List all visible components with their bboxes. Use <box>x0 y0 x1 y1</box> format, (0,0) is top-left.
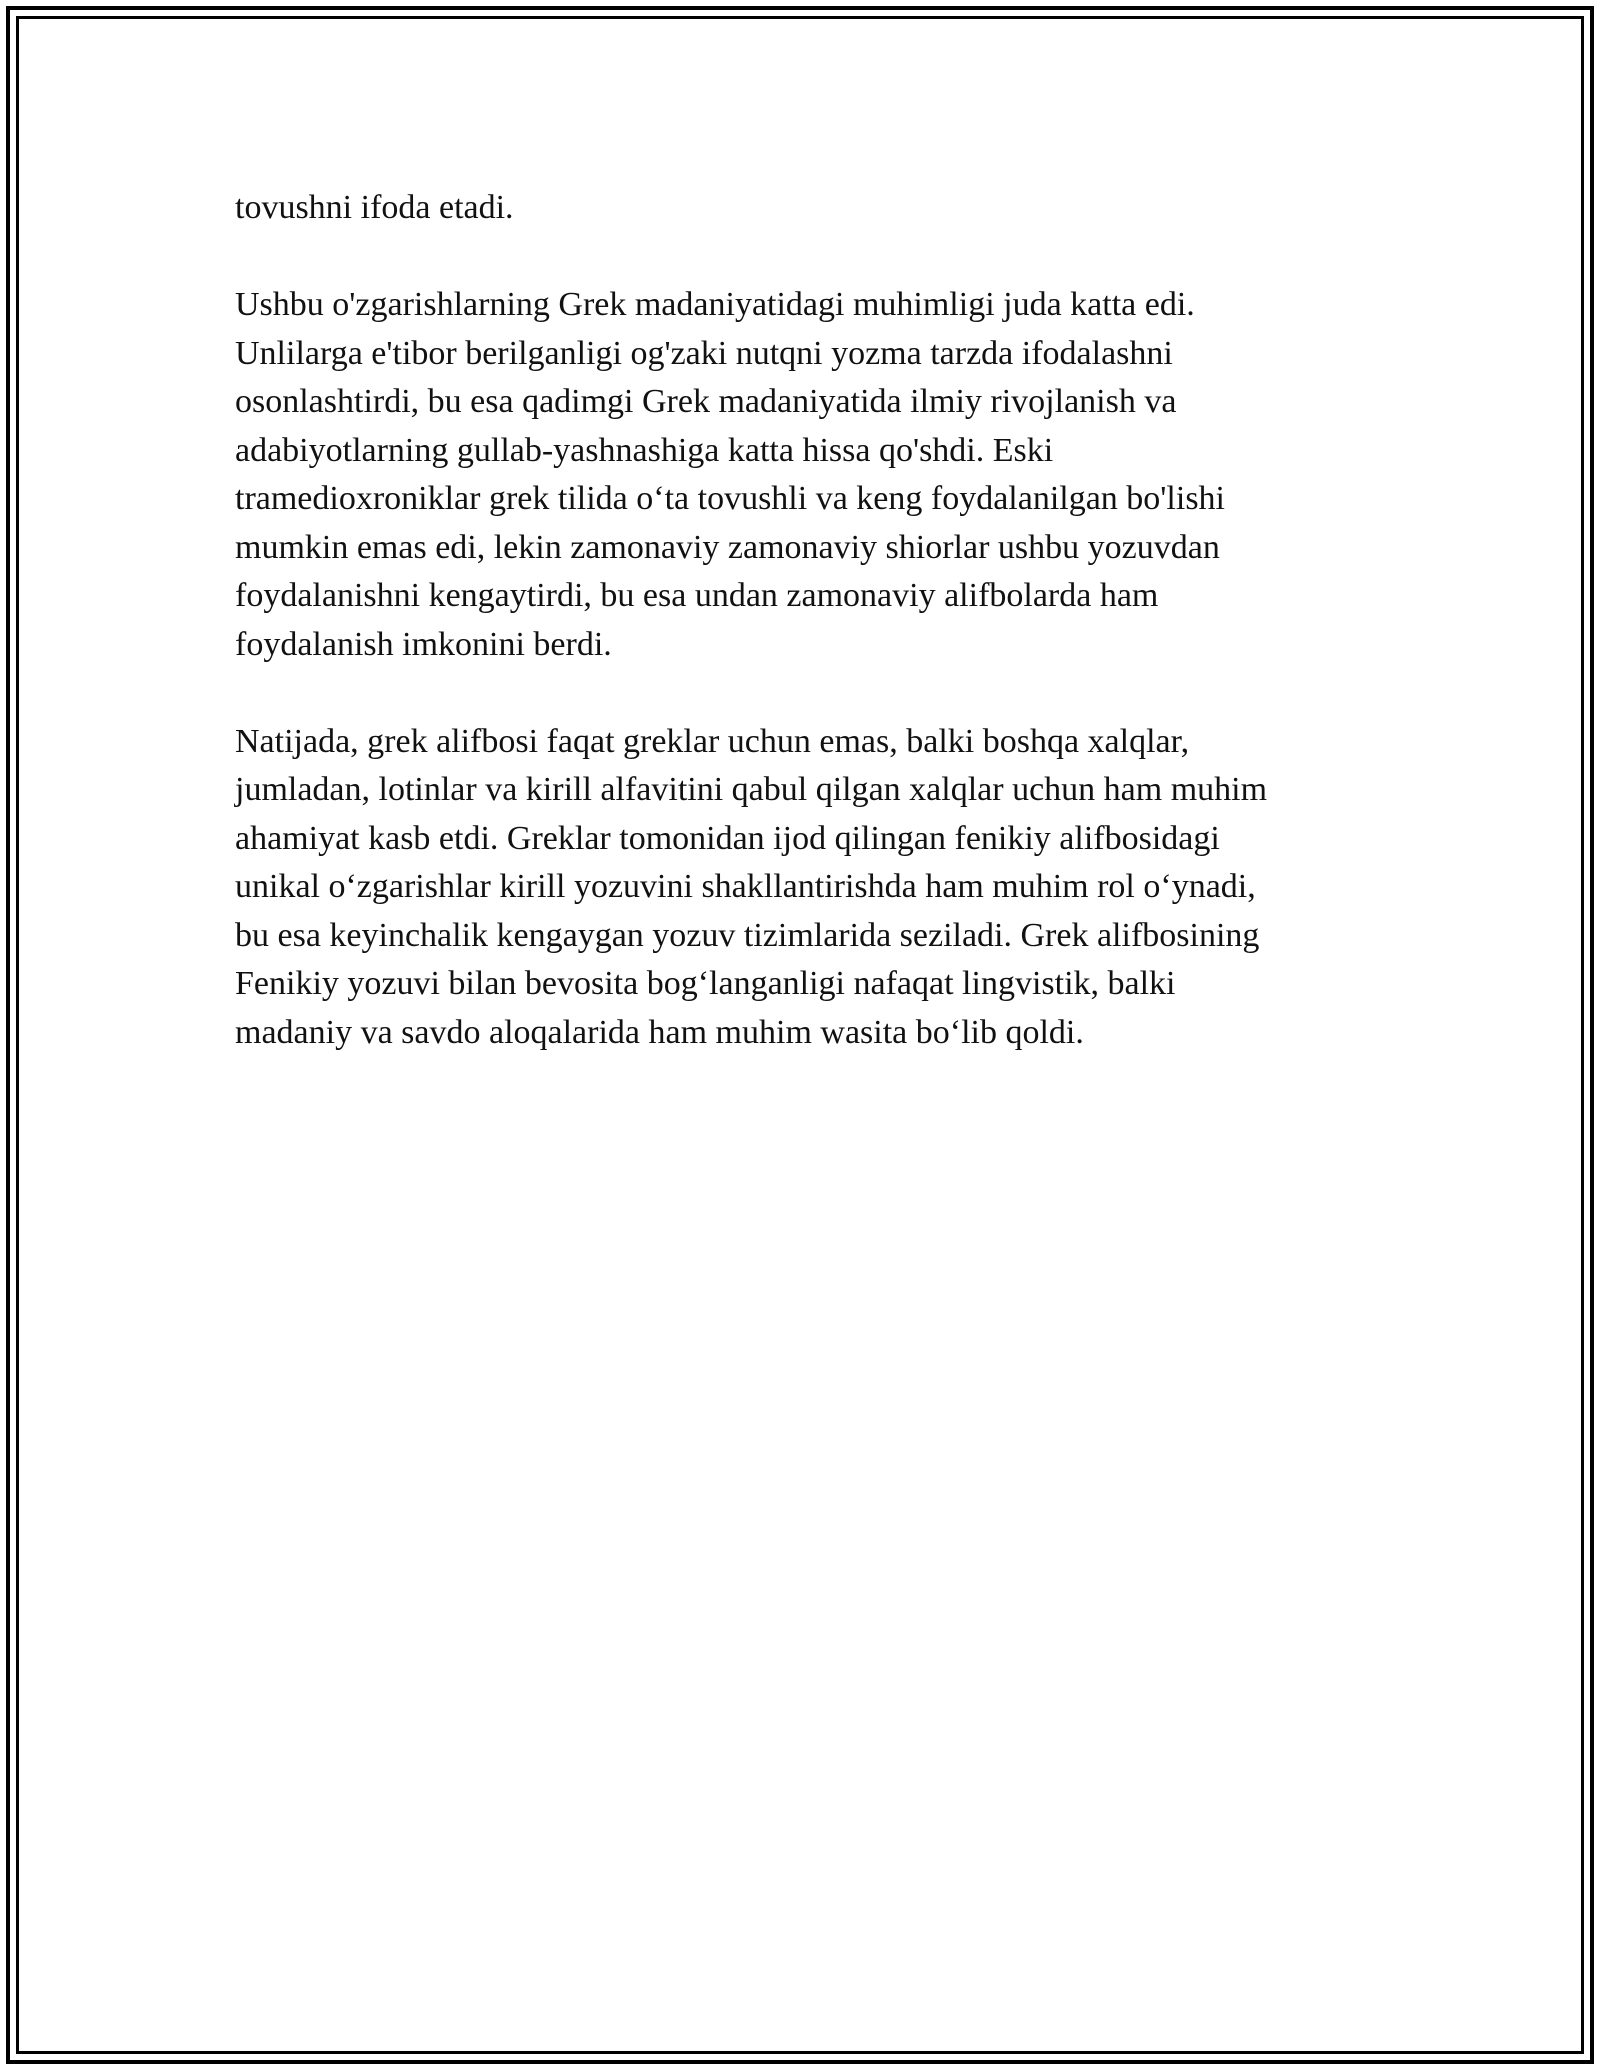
text-line: Unlilarga e'tibor berilganligi og'zaki nutqni yozma tarzda ifodalashni <box>235 334 1173 372</box>
text-line: osonlashtirdi, bu esa qadimgi Grek madaniyatida ilmiy rivojlanish va <box>235 383 1177 420</box>
text-line: unikal o‘zgarishlar kirill yozuvini shakllantirishda ham muhim rol o‘ynadi, <box>235 868 1256 905</box>
paragraph-2 <box>235 281 1385 669</box>
text-line: Ushbu o'zgarishlarning Grek madaniyatidagi muhimligi juda katta edi. <box>235 286 1195 323</box>
text-line: ahamiyat kasb etdi. Greklar tomonidan ijod qilingan fenikiy alifbosidagi <box>235 819 1220 857</box>
text-line: foydalanish imkonini berdi. <box>235 625 612 663</box>
text-line: mumkin emas edi, lekin zamonaviy zamonaviy shiorlar ushbu yozuvdan <box>235 528 1220 566</box>
text-line: jumladan, lotinlar va kirill alfavitini qabul qilgan xalqlar uchun ham muhim <box>235 771 1268 808</box>
text-line: foydalanishni kengaytirdi, bu esa undan zamonaviy alifbolarda ham <box>235 577 1159 614</box>
text-line: madaniy va savdo aloqalarida ham muhim wasita bo‘lib qoldi. <box>235 1013 1084 1051</box>
text-line: Natijada, grek alifbosi faqat greklar uchun emas, balki boshqa xalqlar, <box>235 722 1190 760</box>
text-line: bu esa keyinchalik kengaygan yozuv tizimlarida seziladi. Grek alifbosining <box>235 916 1260 954</box>
document-body <box>235 184 1385 1106</box>
paragraph-1 <box>235 184 1385 233</box>
text-line: adabiyotlarning gullab-yashnashiga katta hissa qo'shdi. Eski <box>235 431 1054 469</box>
text-line: Fenikiy yozuvi bilan bevosita bog‘langanligi nafaqat lingvistik, balki <box>235 965 1176 1002</box>
paragraph-3 <box>235 718 1385 1058</box>
text-line: tramedioxroniklar grek tilida o‘ta tovushli va keng foydalanilgan bo'lishi <box>235 480 1226 517</box>
text-line: tovushni ifoda etadi. <box>235 189 514 226</box>
